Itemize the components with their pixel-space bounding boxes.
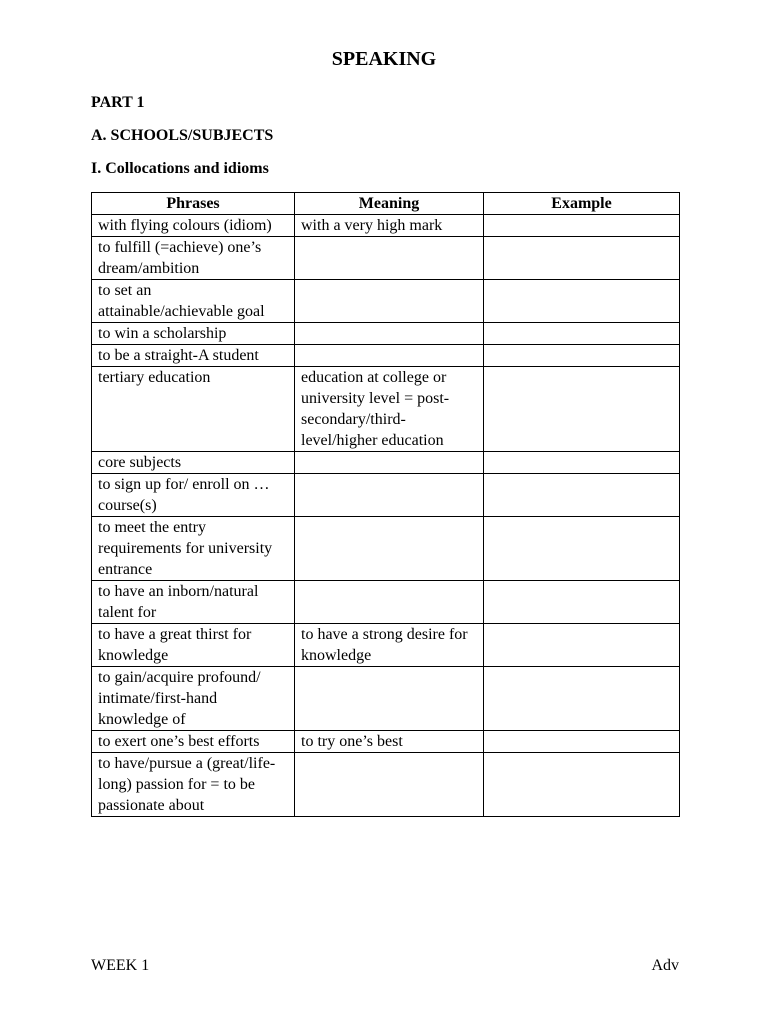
subsection-heading: I. Collocations and idioms [91,160,269,177]
table-row [92,345,680,367]
header-example: Example [484,193,680,215]
example-cell [484,624,680,667]
table-row [92,215,680,237]
meaning-cell: to try one’s best [295,731,484,753]
meaning-cell [295,345,484,367]
example-cell [484,237,680,280]
meaning-cell [295,753,484,817]
phrase-cell: to win a scholarship [92,323,295,345]
table-row [92,280,680,323]
table-row [92,474,680,517]
phrase-cell: to be a straight-A student [92,345,295,367]
section-heading: A. SCHOOLS/SUBJECTS [91,127,274,144]
phrase-cell: to meet the entry requirements for university entrance [92,517,295,581]
table-body [92,215,680,817]
header-phrases: Phrases [92,193,295,215]
meaning-cell [295,452,484,474]
meaning-cell [295,474,484,517]
table-row [92,581,680,624]
example-cell [484,367,680,452]
meaning-cell [295,581,484,624]
example-cell [484,753,680,817]
table-row [92,452,680,474]
example-cell [484,323,680,345]
example-cell [484,215,680,237]
phrase-cell: to set an attainable/achievable goal [92,280,295,323]
table-row [92,753,680,817]
table-row [92,731,680,753]
footer-level: Adv [651,957,679,974]
example-cell [484,667,680,731]
phrase-cell: to have/pursue a (great/life-long) passion for = to be passionate about [92,753,295,817]
example-cell [484,280,680,323]
example-cell [484,581,680,624]
phrase-cell: to exert one’s best efforts [92,731,295,753]
example-cell [484,474,680,517]
table-header-row [92,193,680,215]
meaning-cell [295,237,484,280]
table-row [92,517,680,581]
phrase-cell: to have an inborn/natural talent for [92,581,295,624]
phrase-cell: with flying colours (idiom) [92,215,295,237]
table-row [92,367,680,452]
phrase-cell: to fulfill (=achieve) one’s dream/ambition [92,237,295,280]
page-title: SPEAKING [331,48,437,70]
meaning-cell [295,667,484,731]
collocations-table [91,192,680,817]
example-cell [484,345,680,367]
phrase-cell: tertiary education [92,367,295,452]
meaning-cell: education at college or university level = post-secondary/third-level/higher education [295,367,484,452]
phrase-cell: to gain/acquire profound/ intimate/first-hand knowledge of [92,667,295,731]
phrase-cell: to sign up for/ enroll on … course(s) [92,474,295,517]
table-row [92,237,680,280]
example-cell [484,517,680,581]
phrase-cell: core subjects [92,452,295,474]
header-meaning: Meaning [295,193,484,215]
meaning-cell: to have a strong desire for knowledge [295,624,484,667]
example-cell [484,452,680,474]
part-heading: PART 1 [91,94,145,111]
phrase-cell: to have a great thirst for knowledge [92,624,295,667]
example-cell [484,731,680,753]
footer-week: WEEK 1 [91,957,150,974]
table-row [92,323,680,345]
meaning-cell [295,323,484,345]
meaning-cell: with a very high mark [295,215,484,237]
table-row [92,667,680,731]
meaning-cell [295,280,484,323]
table-row [92,624,680,667]
meaning-cell [295,517,484,581]
